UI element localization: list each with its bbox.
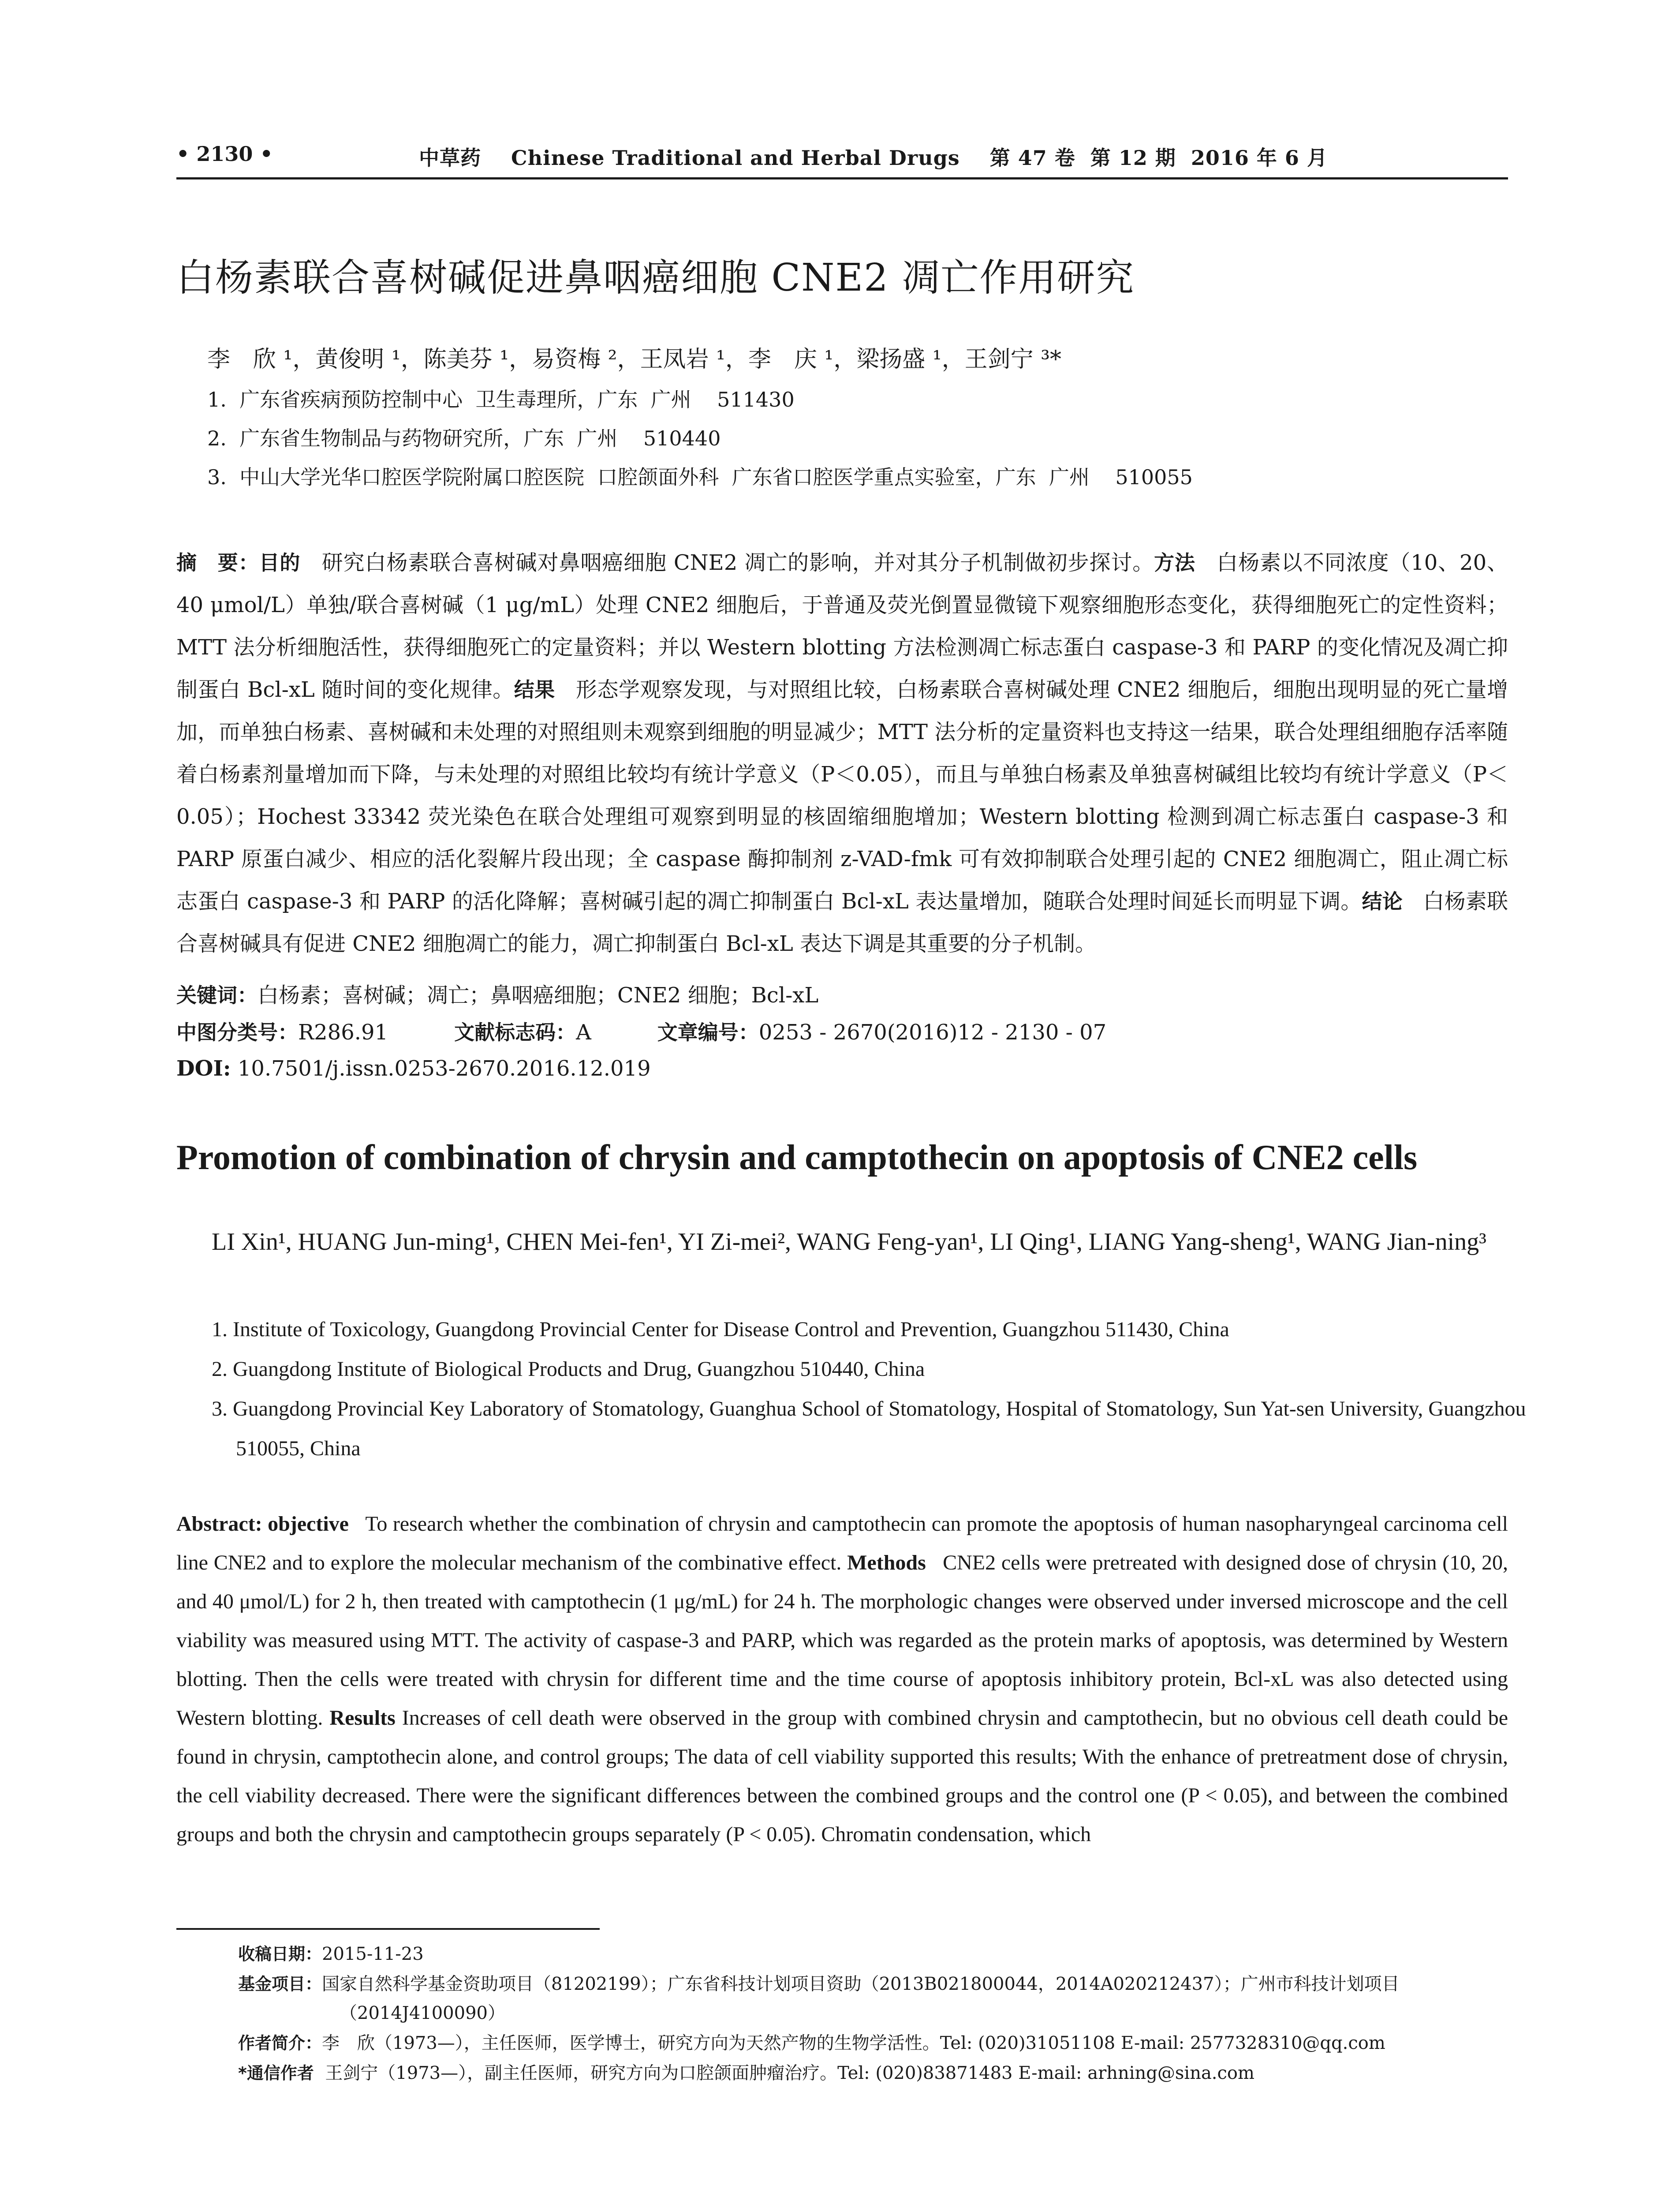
abstract-en-label: Abstract: objective: [176, 1512, 349, 1536]
conclusion-label: 结论: [1362, 889, 1403, 913]
author-bio-label: 作者简介：: [238, 2033, 322, 2053]
methods-en-label: Methods: [847, 1551, 926, 1574]
methods-label: 方法: [1154, 551, 1195, 575]
objective-en-text: To research whether the combination of chrysin and camptothecin can promote the apoptosis of human nasopharyngeal carcinoma cell line CNE2 and to explore the molecular mechanism of the combinative effect.: [176, 1512, 1508, 1574]
objective-label: 目的: [259, 551, 301, 575]
authors-english: LI Xin¹, HUANG Jun-ming¹, CHEN Mei-fen¹, YI Zi-mei², WANG Feng-yan¹, LI Qing¹, LIANG Yang-sheng¹, WANG Jian-ning³: [212, 1228, 1486, 1256]
header-rule: [176, 177, 1508, 179]
results-en-label: Results: [329, 1706, 396, 1730]
conclusion-text: 白杨素联合喜树碱具有促进 CNE2 细胞凋亡的能力，凋亡抑制蛋白 Bcl-xL 表达下调是其重要的分子机制。: [176, 889, 1508, 956]
title-english: Promotion of combination of chrysin and camptothecin on apoptosis of CNE2 cells: [176, 1138, 1418, 1177]
keywords-label: 关键词：: [176, 983, 258, 1007]
page-number: • 2130 •: [176, 142, 273, 166]
doi-line: [176, 1056, 651, 1081]
affiliation-chinese: 3. 中山大学光华口腔医学院附属口腔医院 口腔颌面外科 广东省口腔医学重点实验室，广东 广州 510055: [207, 465, 1193, 489]
doc-code-value: A: [576, 1020, 591, 1045]
author-bio-text: 李 欣（1973—），主任医师，医学博士，研究方向为天然产物的生物学活性。Tel: (020)31051108 E-mail: 2577328310@qq.com: [322, 2033, 1385, 2053]
results-en-text: Increases of cell death were observed in the group with combined chrysin and camptothecin, but no obvious cell death could be found in chrysin, camptothecin alone, and control groups; The data of cell viability supported this results; With the enhance of pretreatment dose of chrysin, the cell viability decreased. There were the significant differences between the combined groups and the control one (P < 0.05), and between the combined groups and both the chrysin and camptothecin groups separately (P < 0.05). Chromatin condensation, which: [176, 1706, 1508, 1846]
article-number-label: 文章编号：: [657, 1020, 759, 1044]
funding-label: 基金项目：: [238, 1974, 322, 1994]
title-chinese: 白杨素联合喜树碱促进鼻咽癌细胞 CNE2 凋亡作用研究: [176, 256, 1135, 300]
article-number-value: 0253 - 2670(2016)12 - 2130 - 07: [758, 1020, 1107, 1045]
doc-code-label: 文献标志码：: [454, 1020, 576, 1044]
methods-text: 白杨素以不同浓度（10、20、40 μmol/L）单独/联合喜树碱（1 μg/mL）处理 CNE2 细胞后，于普通及荧光倒置显微镜下观察细胞形态变化，获得细胞死亡的定性资料；MTT 法分析细胞活性，获得细胞死亡的定量资料；并以 Western blotting 方法检测凋亡标志蛋白 caspase-3 和 PARP 的变化情况及凋亡抑制蛋白 Bcl-xL 随时间的变化规律。: [176, 550, 1508, 702]
classification-line: [176, 1017, 1106, 1046]
objective-text: 研究白杨素联合喜树碱对鼻咽癌细胞 CNE2 凋亡的影响，并对其分子机制做初步探讨。: [321, 550, 1154, 575]
received-label: 收稿日期：: [238, 1944, 322, 1964]
abstract-chinese: [176, 542, 1508, 965]
methods-en-text: CNE2 cells were pretreated with designed dose of chrysin (10, 20, and 40 μmol/L) for 2 h, then treated with camptothecin (1 μg/mL) for 24 h. The morphologic changes were observed under inversed microscope and the cell viability was measured using MTT. The activity of caspase-3 and PARP, which was regarded as the protein marks of apoptosis, was determined by Western blotting. Then the cells were treated with chrysin for different time and the time course of apoptosis inhibitory protein, Bcl-xL was also detected using Western blotting.: [176, 1551, 1508, 1730]
authors-chinese: 李 欣 ¹，黄俊明 ¹，陈美芬 ¹，易资梅 ²，王凤岩 ¹，李 庆 ¹，梁扬盛 ¹，王剑宁 ³*: [207, 346, 1062, 373]
abstract-label: 摘 要：: [176, 551, 259, 575]
clc-value: R286.91: [298, 1020, 388, 1045]
results-text: 形态学观察发现，与对照组比较，白杨素联合喜树碱处理 CNE2 细胞后，细胞出现明显的死亡量增加，而单独白杨素、喜树碱和未处理的对照组则未观察到细胞的明显减少；MTT 法分析的定量资料也支持这一结果，联合处理组细胞存活率随着白杨素剂量增加而下降，与未处理的对照组比较均有统计学意义（P＜0.05），而且与单独白杨素及单独喜树碱组比较均有统计学意义（P＜0.05）；Hochest 33342 荧光染色在联合处理组可观察到明显的核固缩细胞增加；Western blotting 检测到凋亡标志蛋白 caspase-3 和 PARP 原蛋白减少、相应的活化裂解片段出现；全 caspase 酶抑制剂 z-VAD-fmk 可有效抑制联合处理引起的 CNE2 细胞凋亡，阻止凋亡标志蛋白 caspase-3 和 PARP 的活化降解；喜树碱引起的凋亡抑制蛋白 Bcl-xL 表达量增加，随联合处理时间延长而明显下调。: [176, 677, 1508, 914]
footnote-received: [238, 1940, 1508, 1969]
footnote-author: [238, 2029, 1508, 2058]
keywords-chinese: [176, 978, 818, 1009]
footnote-corresponding: [238, 2059, 1508, 2088]
affiliation-english: 1. Institute of Toxicology, Guangdong Provincial Center for Disease Control and Prevention, Guangzhou 511430, China: [212, 1318, 1229, 1341]
journal-header: 中草药 Chinese Traditional and Herbal Drugs 第 47 卷 第 12 期 2016 年 6 月: [419, 146, 1328, 170]
affiliation-english: 2. Guangdong Institute of Biological Products and Drug, Guangzhou 510440, China: [212, 1357, 925, 1381]
funding-text: 国家自然科学基金资助项目（81202199）；广东省科技计划项目资助（2013B021800044，2014A020212437）；广州市科技计划项目（2014J4100090）: [322, 1974, 1400, 2023]
affiliation-chinese: 1. 广东省疾病预防控制中心 卫生毒理所，广东 广州 511430: [207, 388, 795, 411]
footnote-funding: [238, 1970, 1508, 2028]
corresponding-label: *通信作者: [238, 2063, 314, 2083]
footnote-rule: [176, 1928, 600, 1930]
results-label: 结果: [514, 678, 555, 702]
clc-label: 中图分类号：: [176, 1020, 298, 1044]
affiliation-chinese: 2. 广东省生物制品与药物研究所，广东 广州 510440: [207, 426, 721, 450]
doi-value: 10.7501/j.issn.0253-2670.2016.12.019: [237, 1056, 651, 1081]
doi-label: DOI:: [176, 1056, 231, 1081]
keywords-text: 白杨素；喜树碱；凋亡；鼻咽癌细胞；CNE2 细胞；Bcl-xL: [258, 983, 819, 1008]
affiliation-english: 3. Guangdong Provincial Key Laboratory of Stomatology, Guanghua School of Stomatology, Hospital of Stomatology, Sun Yat-sen University, Guangzhou 510055, China: [212, 1397, 1526, 1460]
corresponding-text: 王剑宁（1973—），副主任医师，研究方向为口腔颌面肿瘤治疗。Tel: (020)83871483 E-mail: arhning@sina.com: [325, 2063, 1254, 2083]
received-date: 2015-11-23: [322, 1944, 424, 1964]
abstract-english: [176, 1505, 1508, 1854]
